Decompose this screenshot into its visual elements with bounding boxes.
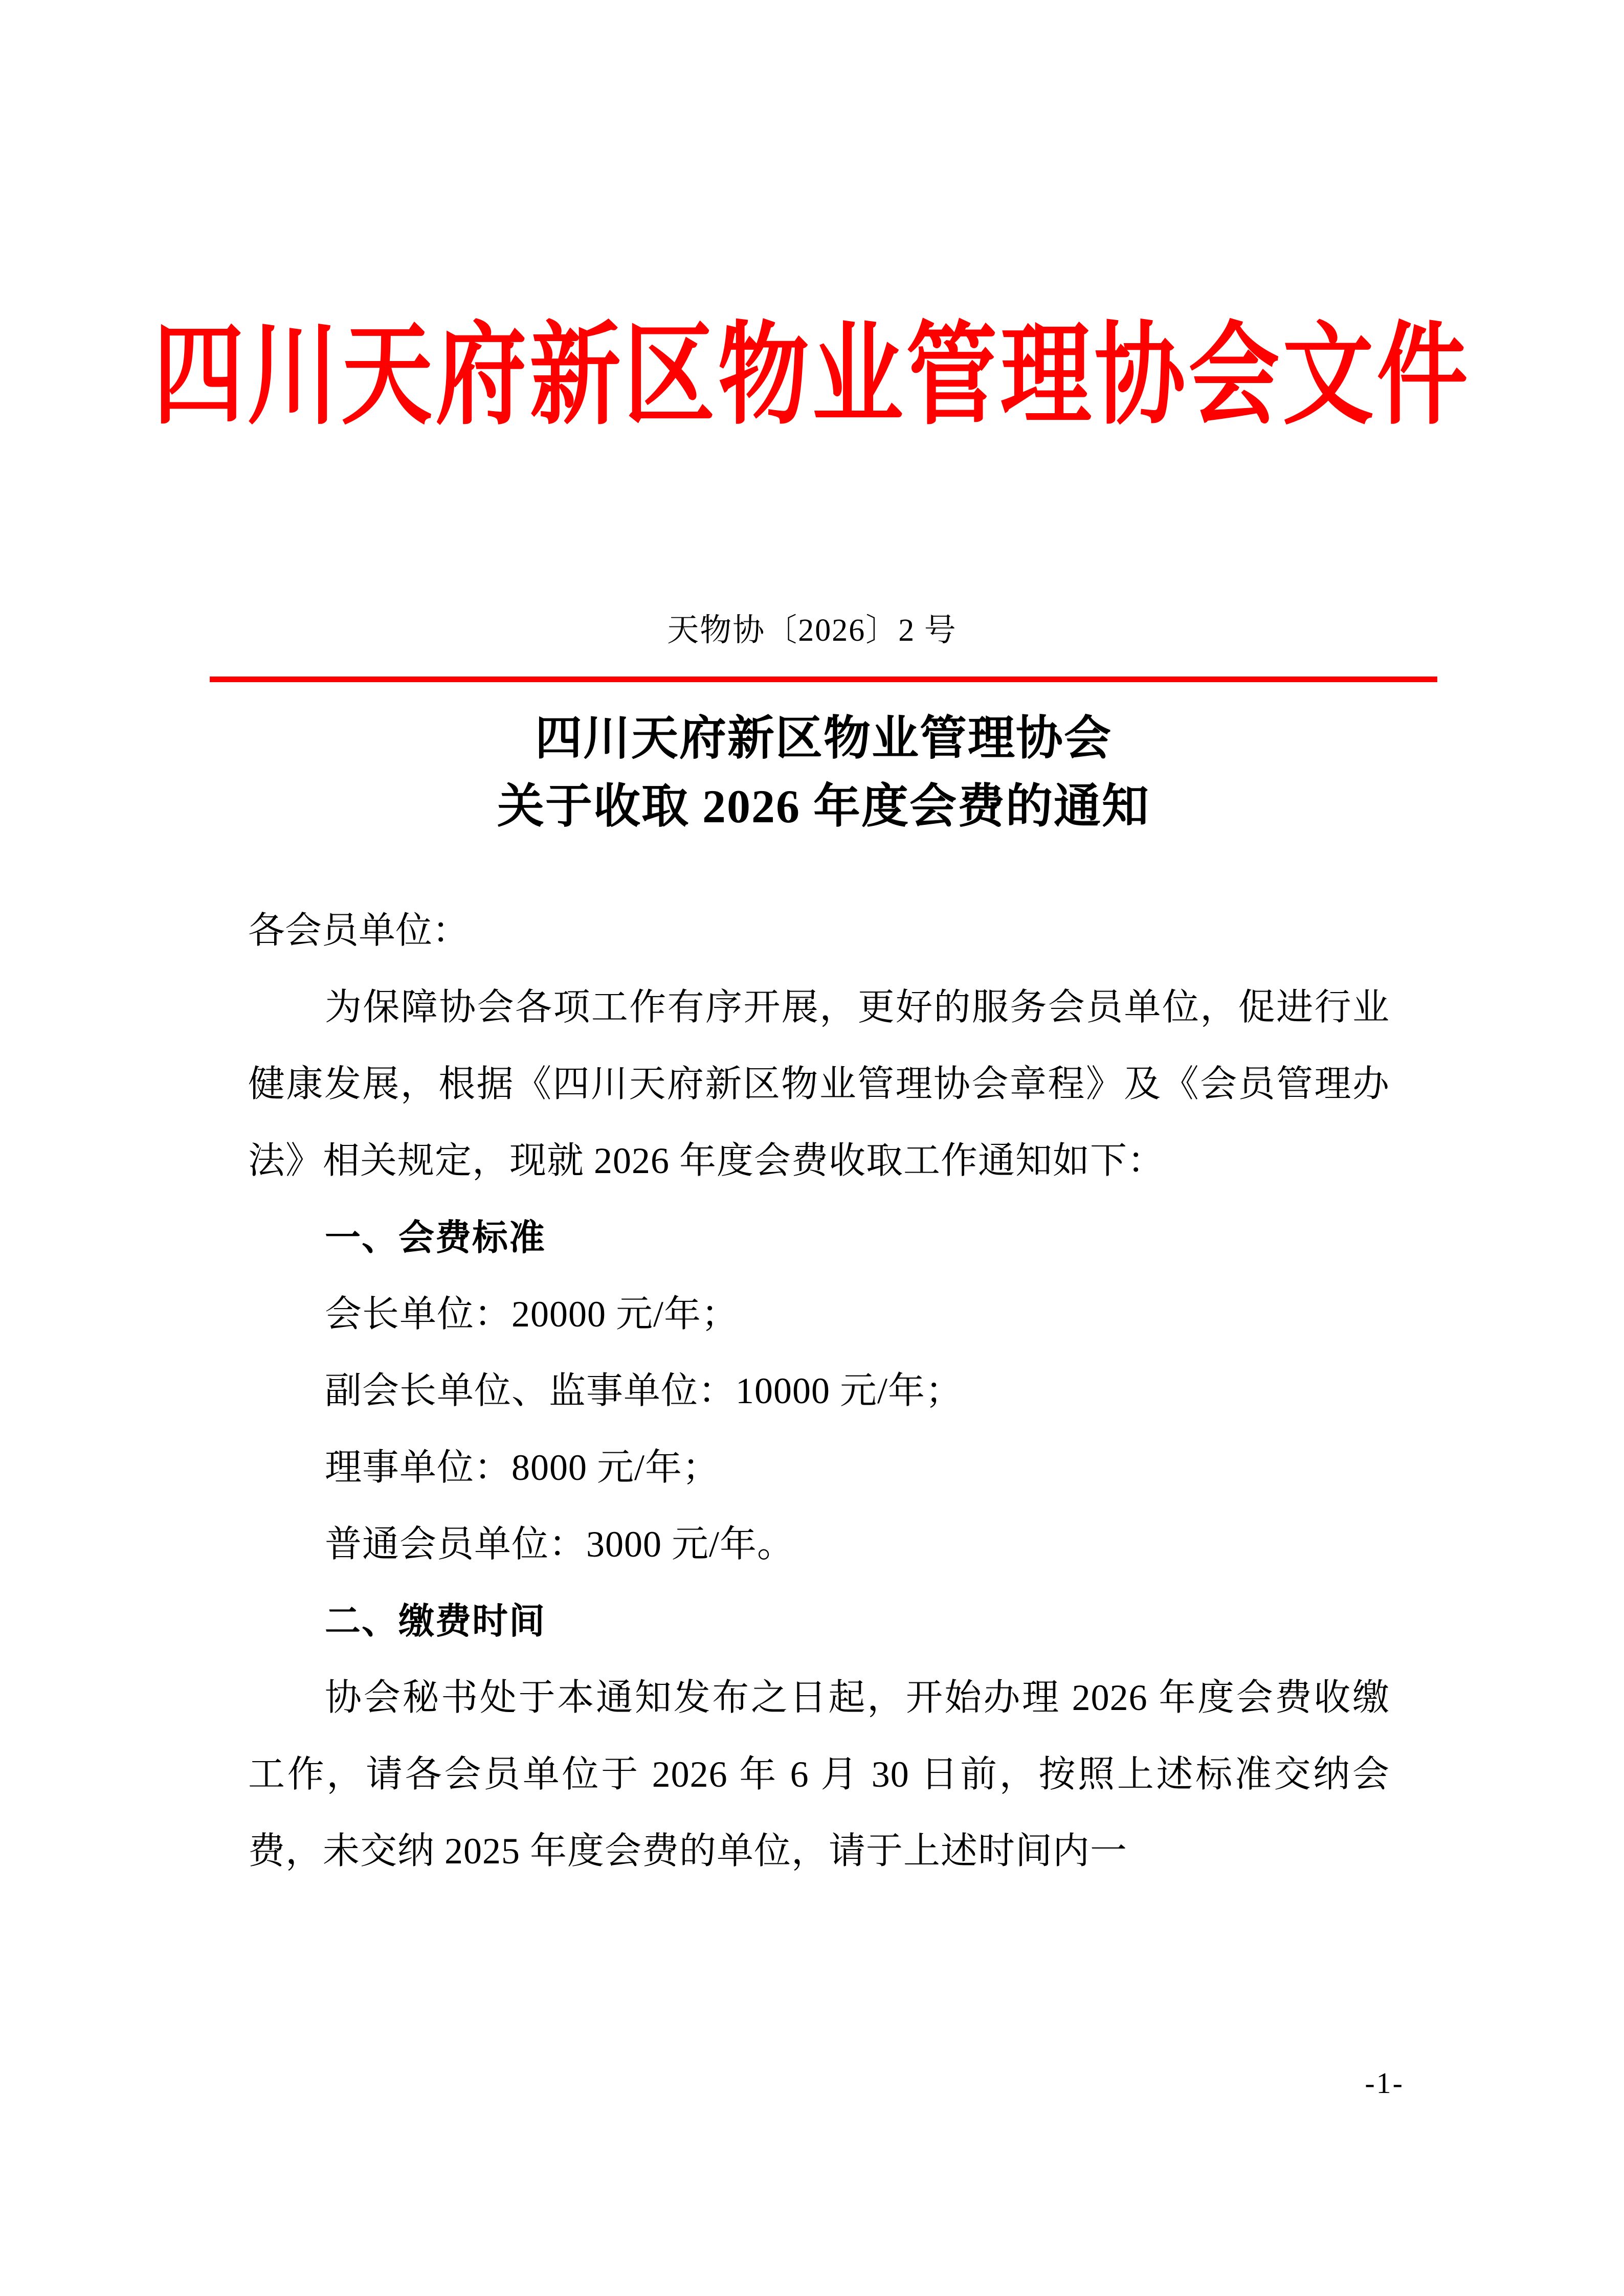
- fee-item-vice-president-supervisor: 副会长单位、监事单位：10000 元/年；: [325, 1370, 963, 1411]
- fee-item-ordinary-member: 普通会员单位：3000 元/年。: [325, 1524, 795, 1565]
- masthead-title: 四川天府新区物业管理协会文件: [153, 314, 1471, 438]
- section-heading-fee-standard: 一、会费标准: [325, 1217, 546, 1258]
- document-title-line-2: 关于收取 2026 年度会费的通知: [497, 780, 1150, 833]
- fee-item-director: 理事单位：8000 元/年；: [325, 1447, 720, 1488]
- salutation: 各会员单位：: [248, 910, 470, 951]
- masthead: [0, 307, 1624, 438]
- page-number: -1-: [1365, 2066, 1404, 2100]
- fee-item-president: 会长单位：20000 元/年；: [325, 1294, 739, 1335]
- section-heading-payment-time: 二、缴费时间: [325, 1600, 546, 1642]
- red-divider-rule: [210, 677, 1437, 682]
- payment-time-paragraph: 协会秘书处于本通知发布之日起，开始办理 2026 年度会费收缴工作，请各会员单位于 2026 年 6 月 30 日前，按照上述标准交纳会费，未交纳 2025 年度会费的单位，请于上述时间内一: [248, 1677, 1390, 1872]
- document-title: [210, 705, 1437, 841]
- document-title-line-1: 四川天府新区物业管理协会: [535, 712, 1112, 764]
- document-number-row: [0, 604, 1624, 650]
- intro-paragraph: 为保障协会各项工作有序开展，更好的服务会员单位，促进行业健康发展，根据《四川天府新区物业管理协会章程》及《会员管理办法》相关规定，现就 2026 年度会费收取工作通知如下：: [248, 987, 1390, 1181]
- document-body: [248, 892, 1390, 1889]
- document-number: 天物协〔2026〕2 号: [667, 613, 957, 648]
